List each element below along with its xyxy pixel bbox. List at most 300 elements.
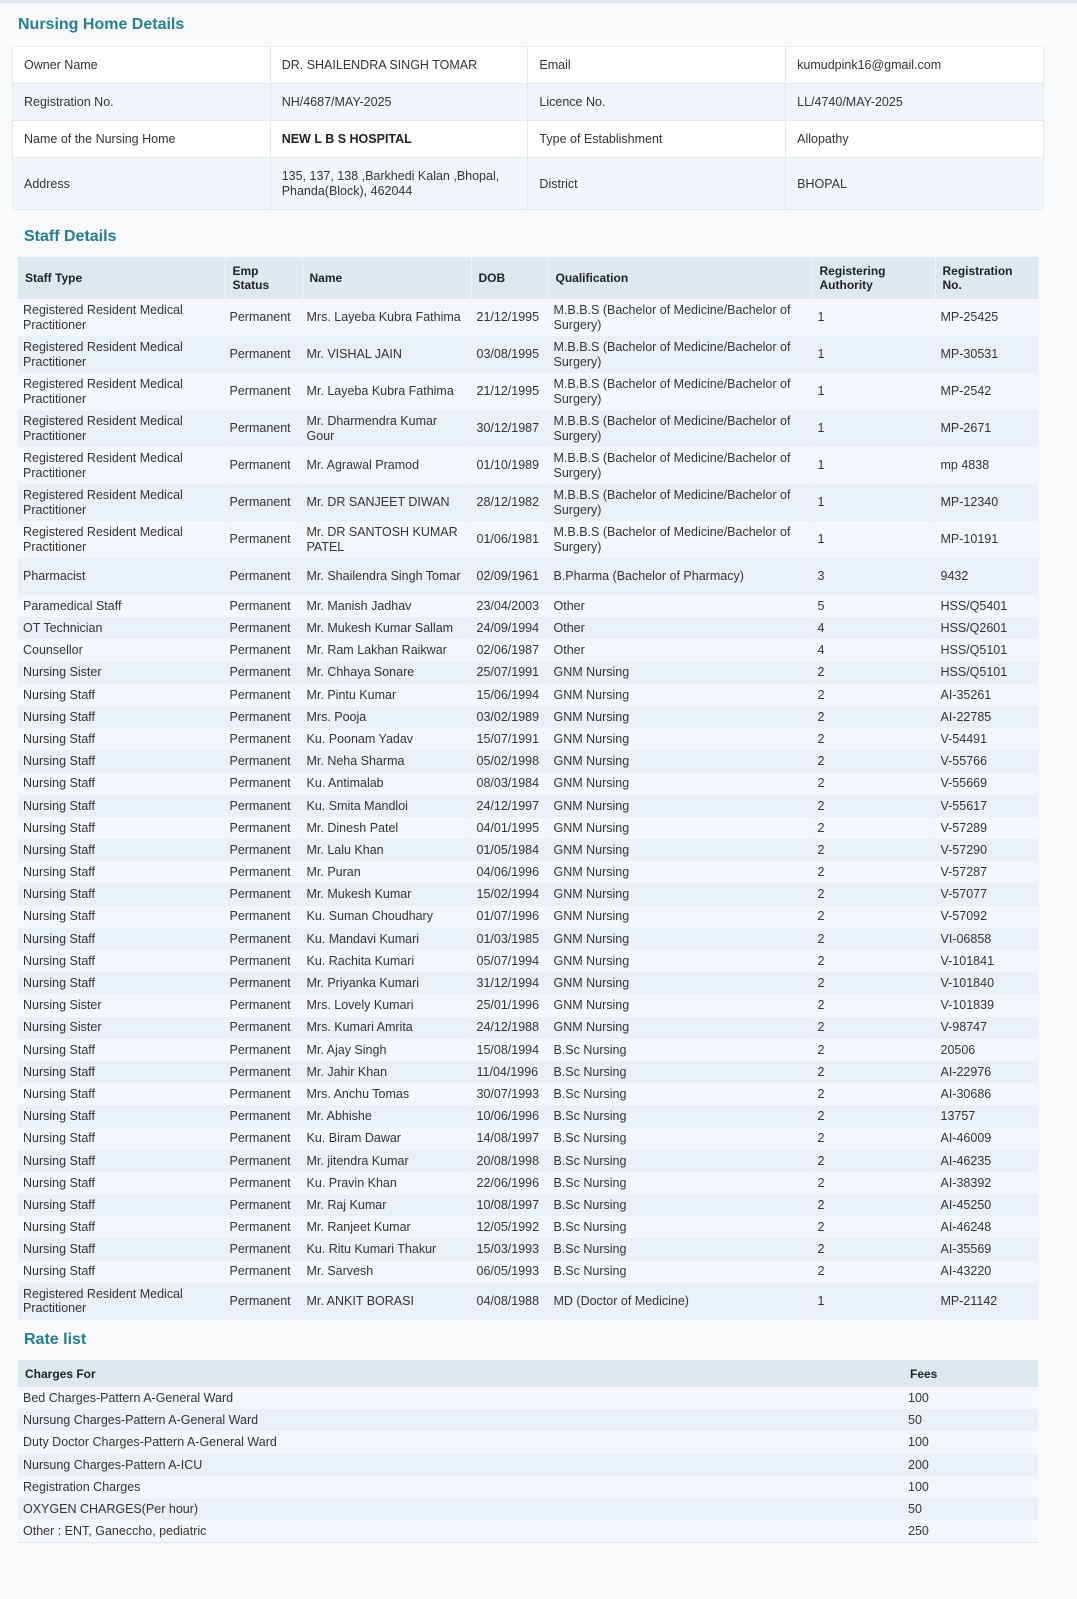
- staff-details-table: [18, 257, 1039, 1320]
- cell-dob: 15/07/1991: [471, 728, 548, 750]
- cell-registering-authority: 2: [812, 972, 935, 994]
- cell-name: Mrs. Anchu Tomas: [302, 1083, 471, 1105]
- cell-registering-authority: 2: [812, 1105, 935, 1127]
- cell-qualification: B.Sc Nursing: [548, 1194, 812, 1216]
- cell-emp-status: Permanent: [225, 1194, 302, 1216]
- cell-name: Mr. Ranjeet Kumar: [302, 1216, 471, 1238]
- cell-qualification: B.Sc Nursing: [548, 1083, 812, 1105]
- cell-staff-type: Registered Resident Medical Practitioner: [18, 484, 225, 521]
- cell-dob: 11/04/1996: [471, 1061, 548, 1083]
- header-staff-type: Staff Type: [18, 257, 225, 299]
- cell-registration-no: AI-46009: [935, 1128, 1038, 1150]
- cell-dob: 23/04/2003: [471, 595, 548, 617]
- cell-registration-no: V-57287: [935, 861, 1038, 883]
- details-row: [13, 47, 1044, 84]
- rate-row: [18, 1454, 1038, 1476]
- staff-row: [18, 817, 1038, 839]
- cell-registering-authority: 2: [812, 1150, 935, 1172]
- cell-staff-type: Registered Resident Medical Practitioner: [18, 299, 225, 336]
- cell-fees: 100: [903, 1431, 1038, 1453]
- owner-name-label: Owner Name: [13, 47, 271, 84]
- cell-registration-no: AI-22976: [935, 1061, 1038, 1083]
- cell-charges-for: Registration Charges: [18, 1476, 903, 1498]
- cell-dob: 02/09/1961: [471, 558, 548, 595]
- cell-emp-status: Permanent: [225, 336, 302, 373]
- cell-registering-authority: 2: [812, 906, 935, 928]
- cell-name: Mr. Agrawal Pramod: [302, 447, 471, 484]
- cell-qualification: Other: [548, 595, 812, 617]
- cell-dob: 24/12/1988: [471, 1017, 548, 1039]
- cell-staff-type: Nursing Staff: [18, 1194, 225, 1216]
- cell-staff-type: Nursing Staff: [18, 1128, 225, 1150]
- staff-row: [18, 299, 1038, 336]
- cell-emp-status: Permanent: [225, 662, 302, 684]
- cell-dob: 25/07/1991: [471, 662, 548, 684]
- cell-emp-status: Permanent: [225, 706, 302, 728]
- cell-dob: 01/07/1996: [471, 906, 548, 928]
- rate-row: [18, 1498, 1038, 1520]
- cell-staff-type: Nursing Staff: [18, 817, 225, 839]
- staff-row: [18, 484, 1038, 521]
- cell-name: Mrs. Lovely Kumari: [302, 994, 471, 1016]
- cell-staff-type: Registered Resident Medical Practitioner: [18, 521, 225, 558]
- cell-registration-no: V-57092: [935, 906, 1038, 928]
- cell-emp-status: Permanent: [225, 728, 302, 750]
- cell-qualification: GNM Nursing: [548, 750, 812, 772]
- cell-emp-status: Permanent: [225, 972, 302, 994]
- cell-registering-authority: 1: [812, 521, 935, 558]
- cell-staff-type: Nursing Staff: [18, 706, 225, 728]
- cell-registration-no: 20506: [935, 1039, 1038, 1061]
- cell-registering-authority: 2: [812, 839, 935, 861]
- email-label: Email: [528, 47, 786, 84]
- cell-staff-type: Nursing Sister: [18, 1017, 225, 1039]
- cell-registering-authority: 4: [812, 617, 935, 639]
- cell-emp-status: Permanent: [225, 617, 302, 639]
- staff-row: [18, 861, 1038, 883]
- cell-name: Mr. Puran: [302, 861, 471, 883]
- cell-staff-type: Nursing Sister: [18, 662, 225, 684]
- cell-fees: 50: [903, 1409, 1038, 1431]
- cell-charges-for: Bed Charges-Pattern A-General Ward: [18, 1387, 903, 1409]
- cell-fees: 100: [903, 1387, 1038, 1409]
- cell-qualification: B.Sc Nursing: [548, 1150, 812, 1172]
- cell-staff-type: Nursing Staff: [18, 928, 225, 950]
- cell-registering-authority: 4: [812, 639, 935, 661]
- cell-dob: 30/07/1993: [471, 1083, 548, 1105]
- cell-registration-no: V-98747: [935, 1017, 1038, 1039]
- cell-staff-type: Nursing Staff: [18, 1039, 225, 1061]
- cell-staff-type: Nursing Staff: [18, 773, 225, 795]
- cell-emp-status: Permanent: [225, 1128, 302, 1150]
- cell-registration-no: AI-30686: [935, 1083, 1038, 1105]
- cell-qualification: B.Sc Nursing: [548, 1128, 812, 1150]
- staff-row: [18, 750, 1038, 772]
- email-value: kumudpink16@gmail.com: [786, 47, 1044, 84]
- staff-row: [18, 994, 1038, 1016]
- cell-qualification: GNM Nursing: [548, 883, 812, 905]
- cell-dob: 24/12/1997: [471, 795, 548, 817]
- cell-staff-type: Nursing Sister: [18, 994, 225, 1016]
- cell-registering-authority: 1: [812, 299, 935, 336]
- cell-dob: 15/03/1993: [471, 1238, 548, 1260]
- staff-row: [18, 410, 1038, 447]
- cell-dob: 01/06/1981: [471, 521, 548, 558]
- cell-registering-authority: 2: [812, 883, 935, 905]
- staff-row: [18, 906, 1038, 928]
- cell-emp-status: Permanent: [225, 484, 302, 521]
- cell-dob: 14/08/1997: [471, 1128, 548, 1150]
- staff-details-title: Staff Details: [24, 228, 117, 245]
- cell-emp-status: Permanent: [225, 928, 302, 950]
- cell-qualification: M.B.B.S (Bachelor of Medicine/Bachelor of Surgery): [548, 336, 812, 373]
- cell-staff-type: Nursing Staff: [18, 750, 225, 772]
- cell-qualification: GNM Nursing: [548, 861, 812, 883]
- staff-row: [18, 773, 1038, 795]
- rate-row: [18, 1387, 1038, 1409]
- cell-registration-no: HSS/Q2601: [935, 617, 1038, 639]
- cell-charges-for: Nursung Charges-Pattern A-ICU: [18, 1454, 903, 1476]
- cell-staff-type: Nursing Staff: [18, 1083, 225, 1105]
- header-registration-no: Registration No.: [935, 257, 1038, 299]
- cell-name: Mr. DR SANTOSH KUMAR PATEL: [302, 521, 471, 558]
- cell-name: Mr. Neha Sharma: [302, 750, 471, 772]
- staff-row: [18, 1283, 1038, 1320]
- cell-name: Ku. Mandavi Kumari: [302, 928, 471, 950]
- staff-row: [18, 1039, 1038, 1061]
- cell-name: Ku. Smita Mandloi: [302, 795, 471, 817]
- cell-dob: 06/05/1993: [471, 1261, 548, 1283]
- cell-dob: 22/06/1996: [471, 1172, 548, 1194]
- cell-registration-no: V-101841: [935, 950, 1038, 972]
- cell-registering-authority: 2: [812, 750, 935, 772]
- staff-row: [18, 1083, 1038, 1105]
- cell-emp-status: Permanent: [225, 1216, 302, 1238]
- cell-name: Mr. Pintu Kumar: [302, 684, 471, 706]
- staff-row: [18, 336, 1038, 373]
- cell-name: Mr. Ajay Singh: [302, 1039, 471, 1061]
- cell-registering-authority: 2: [812, 1128, 935, 1150]
- staff-row: [18, 1172, 1038, 1194]
- staff-row: [18, 706, 1038, 728]
- cell-registration-no: AI-35261: [935, 684, 1038, 706]
- cell-qualification: GNM Nursing: [548, 928, 812, 950]
- staff-row: [18, 662, 1038, 684]
- cell-staff-type: Nursing Staff: [18, 883, 225, 905]
- cell-dob: 01/03/1985: [471, 928, 548, 950]
- cell-emp-status: Permanent: [225, 684, 302, 706]
- cell-name: Mr. VISHAL JAIN: [302, 336, 471, 373]
- staff-row: [18, 447, 1038, 484]
- staff-row: [18, 728, 1038, 750]
- cell-registering-authority: 1: [812, 447, 935, 484]
- cell-registration-no: V-55617: [935, 795, 1038, 817]
- cell-name: Mr. Mukesh Kumar: [302, 883, 471, 905]
- address-label: Address: [13, 158, 271, 210]
- cell-dob: 05/07/1994: [471, 950, 548, 972]
- cell-staff-type: Pharmacist: [18, 558, 225, 595]
- cell-emp-status: Permanent: [225, 773, 302, 795]
- cell-registering-authority: 1: [812, 336, 935, 373]
- cell-registering-authority: 2: [812, 1216, 935, 1238]
- cell-qualification: GNM Nursing: [548, 994, 812, 1016]
- cell-registering-authority: 2: [812, 817, 935, 839]
- cell-staff-type: Nursing Staff: [18, 1105, 225, 1127]
- staff-row: [18, 883, 1038, 905]
- cell-staff-type: Registered Resident Medical Practitioner: [18, 336, 225, 373]
- cell-registering-authority: 2: [812, 1238, 935, 1260]
- staff-row: [18, 595, 1038, 617]
- cell-registration-no: AI-45250: [935, 1194, 1038, 1216]
- header-registering-authority: Registering Authority: [812, 257, 935, 299]
- cell-registering-authority: 2: [812, 1061, 935, 1083]
- cell-dob: 20/08/1998: [471, 1150, 548, 1172]
- cell-emp-status: Permanent: [225, 1172, 302, 1194]
- cell-qualification: GNM Nursing: [548, 684, 812, 706]
- cell-registering-authority: 2: [812, 795, 935, 817]
- cell-name: Mr. Ram Lakhan Raikwar: [302, 639, 471, 661]
- cell-dob: 25/01/1996: [471, 994, 548, 1016]
- cell-registration-no: AI-38392: [935, 1172, 1038, 1194]
- cell-dob: 15/08/1994: [471, 1039, 548, 1061]
- cell-name: Ku. Pravin Khan: [302, 1172, 471, 1194]
- rate-row: [18, 1476, 1038, 1498]
- cell-name: Mr. Shailendra Singh Tomar: [302, 558, 471, 595]
- nursing-home-details-table: [12, 46, 1044, 210]
- cell-registration-no: MP-12340: [935, 484, 1038, 521]
- cell-name: Ku. Poonam Yadav: [302, 728, 471, 750]
- cell-staff-type: Nursing Staff: [18, 1216, 225, 1238]
- header-fees: Fees: [903, 1360, 1038, 1387]
- registration-no-label: Registration No.: [13, 84, 271, 121]
- cell-registering-authority: 2: [812, 773, 935, 795]
- cell-registration-no: 13757: [935, 1105, 1038, 1127]
- cell-registration-no: V-55766: [935, 750, 1038, 772]
- cell-registering-authority: 2: [812, 1083, 935, 1105]
- cell-emp-status: Permanent: [225, 373, 302, 410]
- cell-registering-authority: 2: [812, 662, 935, 684]
- cell-dob: 31/12/1994: [471, 972, 548, 994]
- cell-registering-authority: 2: [812, 1194, 935, 1216]
- cell-qualification: GNM Nursing: [548, 662, 812, 684]
- cell-staff-type: Nursing Staff: [18, 1172, 225, 1194]
- cell-dob: 01/05/1984: [471, 839, 548, 861]
- licence-no-value: LL/4740/MAY-2025: [786, 84, 1044, 121]
- rate-list-title: Rate list: [24, 1331, 87, 1348]
- cell-dob: 10/06/1996: [471, 1105, 548, 1127]
- cell-registering-authority: 1: [812, 410, 935, 447]
- cell-registering-authority: 2: [812, 928, 935, 950]
- cell-registration-no: HSS/Q5101: [935, 662, 1038, 684]
- registration-no-value: NH/4687/MAY-2025: [270, 84, 528, 121]
- top-border: [0, 0, 1077, 3]
- cell-registration-no: MP-30531: [935, 336, 1038, 373]
- cell-registration-no: V-101840: [935, 972, 1038, 994]
- cell-dob: 08/03/1984: [471, 773, 548, 795]
- cell-qualification: M.B.B.S (Bachelor of Medicine/Bachelor of Surgery): [548, 521, 812, 558]
- rate-list-table: [18, 1360, 1038, 1543]
- staff-row: [18, 1017, 1038, 1039]
- cell-registration-no: AI-35569: [935, 1238, 1038, 1260]
- rate-row: [18, 1520, 1038, 1543]
- cell-qualification: B.Sc Nursing: [548, 1261, 812, 1283]
- cell-registering-authority: 2: [812, 1261, 935, 1283]
- establishment-type-label: Type of Establishment: [528, 121, 786, 158]
- cell-qualification: GNM Nursing: [548, 773, 812, 795]
- cell-emp-status: Permanent: [225, 639, 302, 661]
- cell-name: Mr. Priyanka Kumari: [302, 972, 471, 994]
- cell-emp-status: Permanent: [225, 299, 302, 336]
- cell-qualification: B.Sc Nursing: [548, 1238, 812, 1260]
- cell-qualification: M.B.B.S (Bachelor of Medicine/Bachelor of Surgery): [548, 373, 812, 410]
- header-dob: DOB: [471, 257, 548, 299]
- cell-name: Ku. Suman Choudhary: [302, 906, 471, 928]
- cell-registration-no: V-57290: [935, 839, 1038, 861]
- cell-registering-authority: 2: [812, 994, 935, 1016]
- cell-staff-type: Nursing Staff: [18, 795, 225, 817]
- cell-dob: 03/02/1989: [471, 706, 548, 728]
- cell-registration-no: V-54491: [935, 728, 1038, 750]
- cell-registration-no: AI-43220: [935, 1261, 1038, 1283]
- cell-name: Mr. Chhaya Sonare: [302, 662, 471, 684]
- cell-registering-authority: 2: [812, 861, 935, 883]
- cell-qualification: GNM Nursing: [548, 706, 812, 728]
- cell-emp-status: Permanent: [225, 750, 302, 772]
- cell-name: Mr. Sarvesh: [302, 1261, 471, 1283]
- cell-emp-status: Permanent: [225, 521, 302, 558]
- cell-emp-status: Permanent: [225, 906, 302, 928]
- cell-registering-authority: 2: [812, 1172, 935, 1194]
- cell-staff-type: Nursing Staff: [18, 684, 225, 706]
- cell-staff-type: Counsellor: [18, 639, 225, 661]
- cell-dob: 04/08/1988: [471, 1283, 548, 1320]
- cell-emp-status: Permanent: [225, 883, 302, 905]
- cell-qualification: M.B.B.S (Bachelor of Medicine/Bachelor of Surgery): [548, 299, 812, 336]
- cell-qualification: GNM Nursing: [548, 972, 812, 994]
- cell-dob: 30/12/1987: [471, 410, 548, 447]
- cell-fees: 250: [903, 1520, 1038, 1543]
- cell-staff-type: Paramedical Staff: [18, 595, 225, 617]
- cell-charges-for: Other : ENT, Ganeccho, pediatric: [18, 1520, 903, 1543]
- cell-qualification: Other: [548, 639, 812, 661]
- cell-qualification: MD (Doctor of Medicine): [548, 1283, 812, 1320]
- cell-registering-authority: 1: [812, 484, 935, 521]
- cell-name: Mr. Layeba Kubra Fathima: [302, 373, 471, 410]
- cell-registering-authority: 2: [812, 684, 935, 706]
- cell-name: Ku. Ritu Kumari Thakur: [302, 1238, 471, 1260]
- cell-emp-status: Permanent: [225, 1061, 302, 1083]
- cell-qualification: GNM Nursing: [548, 817, 812, 839]
- cell-name: Mr. Jahir Khan: [302, 1061, 471, 1083]
- staff-row: [18, 373, 1038, 410]
- cell-emp-status: Permanent: [225, 1017, 302, 1039]
- establishment-type-value: Allopathy: [786, 121, 1044, 158]
- cell-qualification: GNM Nursing: [548, 839, 812, 861]
- cell-registering-authority: 3: [812, 558, 935, 595]
- cell-name: Mr. Lalu Khan: [302, 839, 471, 861]
- cell-registration-no: AI-46248: [935, 1216, 1038, 1238]
- cell-staff-type: Registered Resident Medical Practitioner: [18, 447, 225, 484]
- cell-name: Mr. jitendra Kumar: [302, 1150, 471, 1172]
- cell-registration-no: V-55669: [935, 773, 1038, 795]
- cell-qualification: M.B.B.S (Bachelor of Medicine/Bachelor of Surgery): [548, 410, 812, 447]
- cell-registering-authority: 2: [812, 1039, 935, 1061]
- cell-name: Mrs. Pooja: [302, 706, 471, 728]
- cell-qualification: M.B.B.S (Bachelor of Medicine/Bachelor of Surgery): [548, 484, 812, 521]
- cell-registration-no: MP-10191: [935, 521, 1038, 558]
- cell-dob: 21/12/1995: [471, 373, 548, 410]
- cell-registering-authority: 5: [812, 595, 935, 617]
- address-value: 135, 137, 138 ,Barkhedi Kalan ,Bhopal, Phanda(Block), 462044: [270, 158, 528, 210]
- cell-staff-type: OT Technician: [18, 617, 225, 639]
- district-value: BHOPAL: [786, 158, 1044, 210]
- header-qualification: Qualification: [548, 257, 812, 299]
- cell-staff-type: Registered Resident Medical Practitioner: [18, 410, 225, 447]
- licence-no-label: Licence No.: [528, 84, 786, 121]
- cell-registration-no: V-57077: [935, 883, 1038, 905]
- cell-registering-authority: 2: [812, 1017, 935, 1039]
- cell-qualification: B.Sc Nursing: [548, 1172, 812, 1194]
- cell-dob: 15/02/1994: [471, 883, 548, 905]
- cell-registration-no: HSS/Q5401: [935, 595, 1038, 617]
- cell-emp-status: Permanent: [225, 1083, 302, 1105]
- staff-row: [18, 639, 1038, 661]
- cell-dob: 12/05/1992: [471, 1216, 548, 1238]
- cell-emp-status: Permanent: [225, 950, 302, 972]
- staff-header-row: [18, 257, 1038, 299]
- cell-emp-status: Permanent: [225, 817, 302, 839]
- cell-dob: 21/12/1995: [471, 299, 548, 336]
- cell-qualification: B.Sc Nursing: [548, 1039, 812, 1061]
- cell-registering-authority: 2: [812, 728, 935, 750]
- cell-staff-type: Nursing Staff: [18, 1238, 225, 1260]
- staff-row: [18, 972, 1038, 994]
- cell-emp-status: Permanent: [225, 795, 302, 817]
- cell-dob: 10/08/1997: [471, 1194, 548, 1216]
- cell-name: Mrs. Kumari Amrita: [302, 1017, 471, 1039]
- cell-name: Mrs. Layeba Kubra Fathima: [302, 299, 471, 336]
- cell-qualification: M.B.B.S (Bachelor of Medicine/Bachelor of Surgery): [548, 447, 812, 484]
- header-charges-for: Charges For: [18, 1360, 903, 1387]
- cell-registering-authority: 1: [812, 373, 935, 410]
- cell-staff-type: Nursing Staff: [18, 1061, 225, 1083]
- details-row: [13, 121, 1044, 158]
- cell-registration-no: AI-22785: [935, 706, 1038, 728]
- cell-staff-type: Nursing Staff: [18, 861, 225, 883]
- cell-emp-status: Permanent: [225, 1238, 302, 1260]
- cell-dob: 02/06/1987: [471, 639, 548, 661]
- cell-emp-status: Permanent: [225, 994, 302, 1016]
- cell-registration-no: HSS/Q5101: [935, 639, 1038, 661]
- rate-header-row: [18, 1360, 1038, 1387]
- staff-row: [18, 1061, 1038, 1083]
- cell-staff-type: Nursing Staff: [18, 950, 225, 972]
- cell-qualification: GNM Nursing: [548, 950, 812, 972]
- cell-dob: 05/02/1998: [471, 750, 548, 772]
- staff-row: [18, 928, 1038, 950]
- cell-registering-authority: 2: [812, 706, 935, 728]
- cell-staff-type: Nursing Staff: [18, 972, 225, 994]
- cell-registration-no: V-101839: [935, 994, 1038, 1016]
- cell-emp-status: Permanent: [225, 1105, 302, 1127]
- cell-dob: 24/09/1994: [471, 617, 548, 639]
- cell-staff-type: Registered Resident Medical Practitioner: [18, 1283, 225, 1320]
- cell-name: Mr. ANKIT BORASI: [302, 1283, 471, 1320]
- cell-staff-type: Nursing Staff: [18, 839, 225, 861]
- cell-charges-for: Duty Doctor Charges-Pattern A-General Ward: [18, 1431, 903, 1453]
- details-row: [13, 158, 1044, 210]
- cell-registration-no: MP-25425: [935, 299, 1038, 336]
